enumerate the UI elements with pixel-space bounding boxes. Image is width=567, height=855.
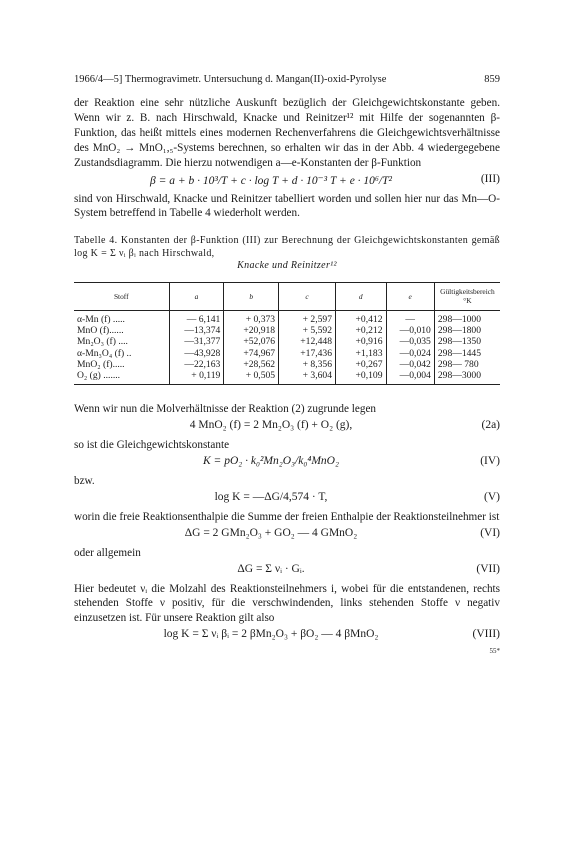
equation-formula: K = pO₂ · k₀²Mn₂O₃/k₀⁴MnO₂ [203, 454, 339, 467]
caption-line: Tabelle 4. Konstanten der β-Funktion (III) zur Berechnung der Gleichgewichtskonstanten gemäß log K = Σ νᵢ βᵢ nach Hirschwald, [74, 235, 500, 259]
table-cell: +0,267 [336, 359, 386, 370]
table-row [74, 347, 500, 358]
table-cell: 298—1000 [437, 313, 482, 325]
equation-viii [74, 628, 500, 645]
table-cell: — 6,141 [169, 310, 224, 325]
table-cell: +0,412 [336, 310, 386, 325]
table-cell: + 0,505 [224, 370, 279, 385]
paragraph-6: worin die freie Reaktionsenthalpie die Summe der freien Enthalpie der Reaktionsteilnehmer ist [74, 510, 500, 523]
table-cell: +28,562 [224, 359, 279, 370]
paragraph-4: so ist die Gleichgewichtskonstante [74, 438, 230, 451]
table-cell: + 0,373 [224, 310, 279, 325]
equation-number: (2a) [481, 418, 500, 431]
table-cell: +74,967 [224, 347, 279, 358]
header-cell: b [224, 282, 279, 310]
table-cell: —0,004 [386, 370, 434, 385]
table-cell: —22,163 [169, 359, 224, 370]
header-cell: a [169, 282, 224, 310]
table-cell: 298—1350 [437, 336, 482, 348]
table-caption [74, 235, 500, 273]
table-cell: —31,377 [169, 336, 224, 347]
table-cell: 298—1800 [437, 325, 482, 337]
equation-number: (VII) [476, 562, 500, 575]
table-cell: + 3,604 [279, 370, 336, 385]
equation-iv [74, 455, 500, 472]
table-cell: 298— 780 [437, 358, 479, 370]
equation-number: (VI) [480, 526, 500, 539]
table-cell: 298—1445 [437, 347, 482, 359]
table-row [74, 325, 500, 336]
table-cell: α-Mn₃O₄ (f) .. [74, 347, 169, 358]
equation-number: (III) [480, 172, 500, 185]
header-cell: Gültigkeitsbereich °K [434, 282, 500, 310]
table-cell: 298—3000 [434, 370, 500, 385]
paragraph-5: bzw. [74, 474, 95, 487]
paragraph-7: oder allgemein [74, 546, 141, 559]
equation-formula: β = a + b · 10³/T + c · log T + d · 10⁻³ T + e · 10⁶/T² [150, 174, 392, 187]
table-cell: +1,183 [336, 347, 386, 358]
footer-signature: 55* [489, 647, 500, 656]
equation-formula: ΔG = 2 GMn₂O₃ + GO₂ — 4 GMnO₂ [184, 526, 358, 539]
table-cell: — [386, 310, 434, 325]
table-row [74, 359, 500, 370]
equation-formula: 4 MnO₂ (f) = 2 Mn₂O₃ (f) + O₂ (g), [189, 418, 353, 431]
table-row [74, 370, 500, 385]
paragraph-2: sind von Hirschwald, Knacke und Reinitzer tabelliert worden und sollen hier nur das Mn—O-System betreffend in Tabelle 4 wiederholt werden. [74, 192, 500, 220]
table-cell: +12,448 [279, 336, 336, 347]
table-header-row [74, 282, 500, 310]
paragraph-8: Hier bedeutet νᵢ die Molzahl des Reaktionsteilnehmers i, wobei für die entstandenen, rechts stehenden Stoffe ν positiv, für die verschwindenden, links stehenden Stoffe ν negativ einzusetzen ist. Für unsere Reaktion gilt also [74, 582, 500, 625]
table-cell: —0,042 [386, 359, 434, 370]
table-cell: —0,010 [386, 325, 434, 336]
table-row [74, 336, 500, 347]
equation-number: (V) [484, 490, 500, 503]
table-cell: —43,928 [169, 347, 224, 358]
running-header [74, 74, 500, 85]
equation-v [74, 491, 500, 508]
page-number: 859 [484, 74, 500, 85]
equation-formula: ΔG = Σ νᵢ · Gᵢ. [237, 562, 305, 575]
table-cell: + 0,119 [169, 370, 224, 385]
table-row [74, 310, 500, 325]
page-body [74, 96, 500, 659]
table-cell: —0,024 [386, 347, 434, 358]
table-cell: Mn₂O₃ (f) .... [74, 336, 169, 347]
table-cell: +0,916 [336, 336, 386, 347]
table-cell: +0,109 [336, 370, 386, 385]
header-title: 1966/4—5] Thermogravimetr. Untersuchung d. Mangan(II)-oxid-Pyrolyse [74, 74, 387, 85]
equation-2a [74, 419, 500, 436]
header-cell: d [336, 282, 386, 310]
equation-formula: log K = Σ νᵢ βᵢ = 2 βMn₂O₃ + βO₂ — 4 βMnO₂ [163, 628, 379, 641]
table-cell: + 5,592 [279, 325, 336, 336]
table-cell: —13,374 [169, 325, 224, 336]
table-cell: +17,436 [279, 347, 336, 358]
table-cell: +20,918 [224, 325, 279, 336]
table-cell: + 8,356 [279, 359, 336, 370]
equation-number: (IV) [480, 454, 500, 467]
equation-formula: log K = —ΔG/4,574 · T, [214, 490, 328, 503]
table-cell: α-Mn (f) ..... [74, 310, 169, 325]
equation-iii [74, 173, 500, 190]
caption-line-2: Knacke und Reinitzer¹² [237, 260, 337, 272]
paragraph-1: der Reaktion eine sehr nützliche Auskunft bezüglich der Gleichgewichtskonstante geben. Wenn wir z. B. nach Hirschwald, Knacke und Reinitzer¹² mit Hilfe der sogenannten β-Funktion, das heißt mittels eines modernen Rechenverfahrens die Gleichgewichtsverhältnisse des MnO₂ → MnO₁,₅-Systems berechnen, so erhalten wir das in der Abb. 4 wiedergegebene Zustandsdiagramm. Die hierzu notwendigen a—e-Konstanten der β-Funktion [74, 97, 500, 169]
paragraph-3: Wenn wir nun die Molverhältnisse der Reaktion (2) zugrunde legen [74, 402, 377, 415]
table-cell: +0,212 [336, 325, 386, 336]
equation-vi [74, 527, 500, 544]
equation-number: (VIII) [472, 628, 500, 641]
constants-table [74, 282, 500, 385]
header-cell: e [386, 282, 434, 310]
table-cell: —0,035 [386, 336, 434, 347]
header-cell: c [279, 282, 336, 310]
table-cell: +52,076 [224, 336, 279, 347]
equation-vii [74, 563, 500, 580]
table-cell: + 2,597 [279, 310, 336, 325]
table-cell: MnO (f)...... [74, 325, 169, 336]
header-cell: Stoff [74, 282, 169, 310]
table-cell: MnO₂ (f)..... [74, 359, 169, 370]
table-cell: O₂ (g) ....... [74, 370, 169, 385]
